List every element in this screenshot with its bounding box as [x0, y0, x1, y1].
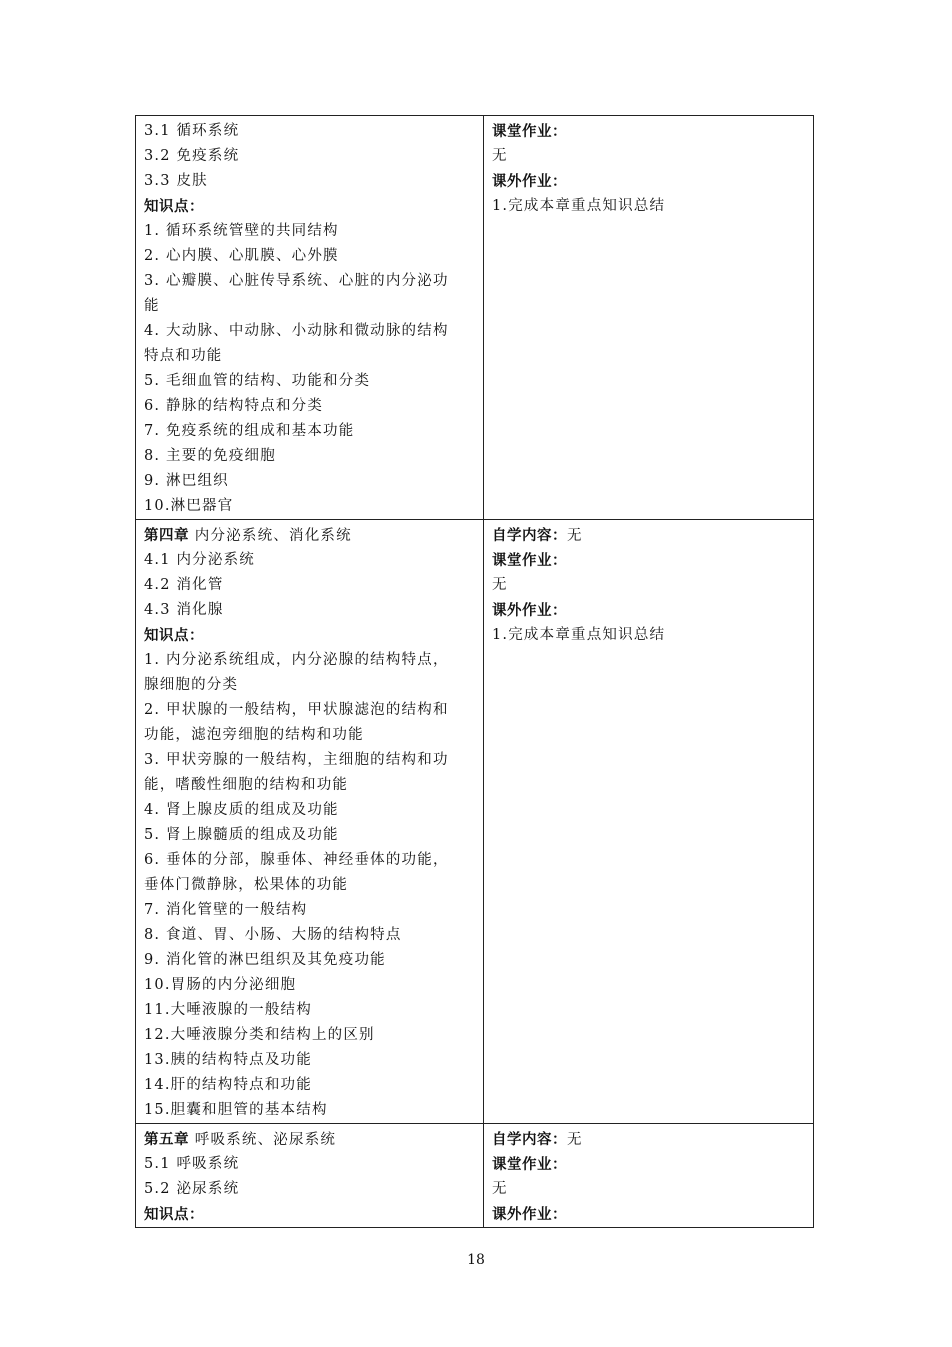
knowledge-point: 9. 消化管的淋巴组织及其免疫功能 [144, 952, 386, 968]
chapter-5-name: 呼吸系统、泌尿系统 [189, 1132, 337, 1148]
knowledge-point: 6. 静脉的结构特点和分类 [144, 398, 324, 414]
knowledge-point: 2. 甲状腺的一般结构，甲状腺滤泡的结构和 [144, 702, 449, 718]
knowledge-point: 4. 大动脉、中动脉、小动脉和微动脉的结构 [144, 323, 449, 339]
classwork-value: 无 [492, 148, 508, 164]
classwork-value: 无 [492, 577, 508, 593]
chapter-4-title [144, 523, 475, 548]
knowledge-point: 1. 循环系统管壁的共同结构 [144, 223, 339, 239]
homework-heading: 课外作业： [492, 173, 567, 190]
knowledge-point: 15.胆囊和胆管的基本结构 [144, 1102, 328, 1118]
knowledge-point: 12.大唾液腺分类和结构上的区别 [144, 1027, 375, 1043]
knowledge-point: 2. 心内膜、心肌膜、心外膜 [144, 248, 339, 264]
homework-item: 1.完成本章重点知识总结 [492, 627, 666, 643]
knowledge-point: 13.胰的结构特点及功能 [144, 1052, 312, 1068]
chapter-4-content-cell [136, 520, 484, 1124]
self-study-line [492, 523, 805, 548]
homework-item: 1.完成本章重点知识总结 [492, 198, 666, 214]
classwork-value: 无 [492, 1181, 508, 1197]
chapter-4-name: 内分泌系统、消化系统 [189, 528, 352, 544]
table-row-chapter-4 [136, 520, 814, 1124]
chapter-3-content-cell [136, 116, 484, 520]
knowledge-point: 14.肝的结构特点和功能 [144, 1077, 312, 1093]
knowledge-point-continued: 特点和功能 [144, 348, 223, 364]
chapter-4-assignment-cell [484, 520, 814, 1124]
knowledge-point: 3. 甲状旁腺的一般结构，主细胞的结构和功 [144, 752, 449, 768]
knowledge-point-continued: 垂体门微静脉，松果体的功能 [144, 877, 349, 893]
knowledge-point: 1. 内分泌系统组成，内分泌腺的结构特点， [144, 652, 449, 668]
self-study-heading: 自学内容： [492, 527, 567, 544]
classwork-heading: 课堂作业： [492, 1156, 567, 1173]
knowledge-point: 10.淋巴器官 [144, 498, 234, 514]
page-number: 18 [467, 1252, 485, 1268]
self-study-heading: 自学内容： [492, 1131, 567, 1148]
chapter-5-label: 第五章 [144, 1131, 189, 1148]
knowledge-point: 8. 主要的免疫细胞 [144, 448, 276, 464]
section-5-1: 5.1 呼吸系统 [144, 1156, 240, 1172]
chapter-5-title [144, 1127, 475, 1152]
knowledge-point: 10.胃肠的内分泌细胞 [144, 977, 297, 993]
knowledge-point: 4. 肾上腺皮质的组成及功能 [144, 802, 339, 818]
homework-heading: 课外作业： [492, 602, 567, 619]
knowledge-point: 8. 食道、胃、小肠、大肠的结构特点 [144, 927, 402, 943]
knowledge-point-continued: 功能，滤泡旁细胞的结构和功能 [144, 727, 364, 743]
chapter-5-content-cell [136, 1124, 484, 1228]
table-row-chapter-5 [136, 1124, 814, 1228]
chapter-5-assignment-cell [484, 1124, 814, 1228]
knowledge-point: 9. 淋巴组织 [144, 473, 229, 489]
self-study-value: 无 [567, 1132, 583, 1148]
knowledge-point-continued: 能 [144, 298, 160, 314]
knowledge-point: 5. 毛细血管的结构、功能和分类 [144, 373, 371, 389]
chapter-3-assignment-cell [484, 116, 814, 520]
section-4-3: 4.3 消化腺 [144, 602, 224, 618]
section-3-3: 3.3 皮肤 [144, 173, 208, 189]
knowledge-point: 11.大唾液腺的一般结构 [144, 1002, 312, 1018]
section-5-2: 5.2 泌尿系统 [144, 1181, 240, 1197]
homework-heading: 课外作业： [492, 1206, 567, 1223]
knowledge-point: 5. 肾上腺髓质的组成及功能 [144, 827, 339, 843]
self-study-value: 无 [567, 528, 583, 544]
table-row-chapter-3 [136, 116, 814, 520]
chapter-4-label: 第四章 [144, 527, 189, 544]
knowledge-point: 7. 消化管壁的一般结构 [144, 902, 308, 918]
section-3-1: 3.1 循环系统 [144, 123, 240, 139]
knowledge-point: 7. 免疫系统的组成和基本功能 [144, 423, 355, 439]
section-3-2: 3.2 免疫系统 [144, 148, 240, 164]
knowledge-points-heading: 知识点： [144, 1206, 204, 1223]
knowledge-point: 3. 心瓣膜、心脏传导系统、心脏的内分泌功 [144, 273, 449, 289]
knowledge-point: 6. 垂体的分部，腺垂体、神经垂体的功能， [144, 852, 449, 868]
knowledge-point-continued: 能，嗜酸性细胞的结构和功能 [144, 777, 349, 793]
self-study-line [492, 1127, 805, 1152]
classwork-heading: 课堂作业： [492, 123, 567, 140]
knowledge-points-heading: 知识点： [144, 627, 204, 644]
section-4-1: 4.1 内分泌系统 [144, 552, 255, 568]
knowledge-points-heading: 知识点： [144, 198, 204, 215]
syllabus-table [135, 115, 814, 1228]
classwork-heading: 课堂作业： [492, 552, 567, 569]
knowledge-point-continued: 腺细胞的分类 [144, 677, 239, 693]
section-4-2: 4.2 消化管 [144, 577, 224, 593]
